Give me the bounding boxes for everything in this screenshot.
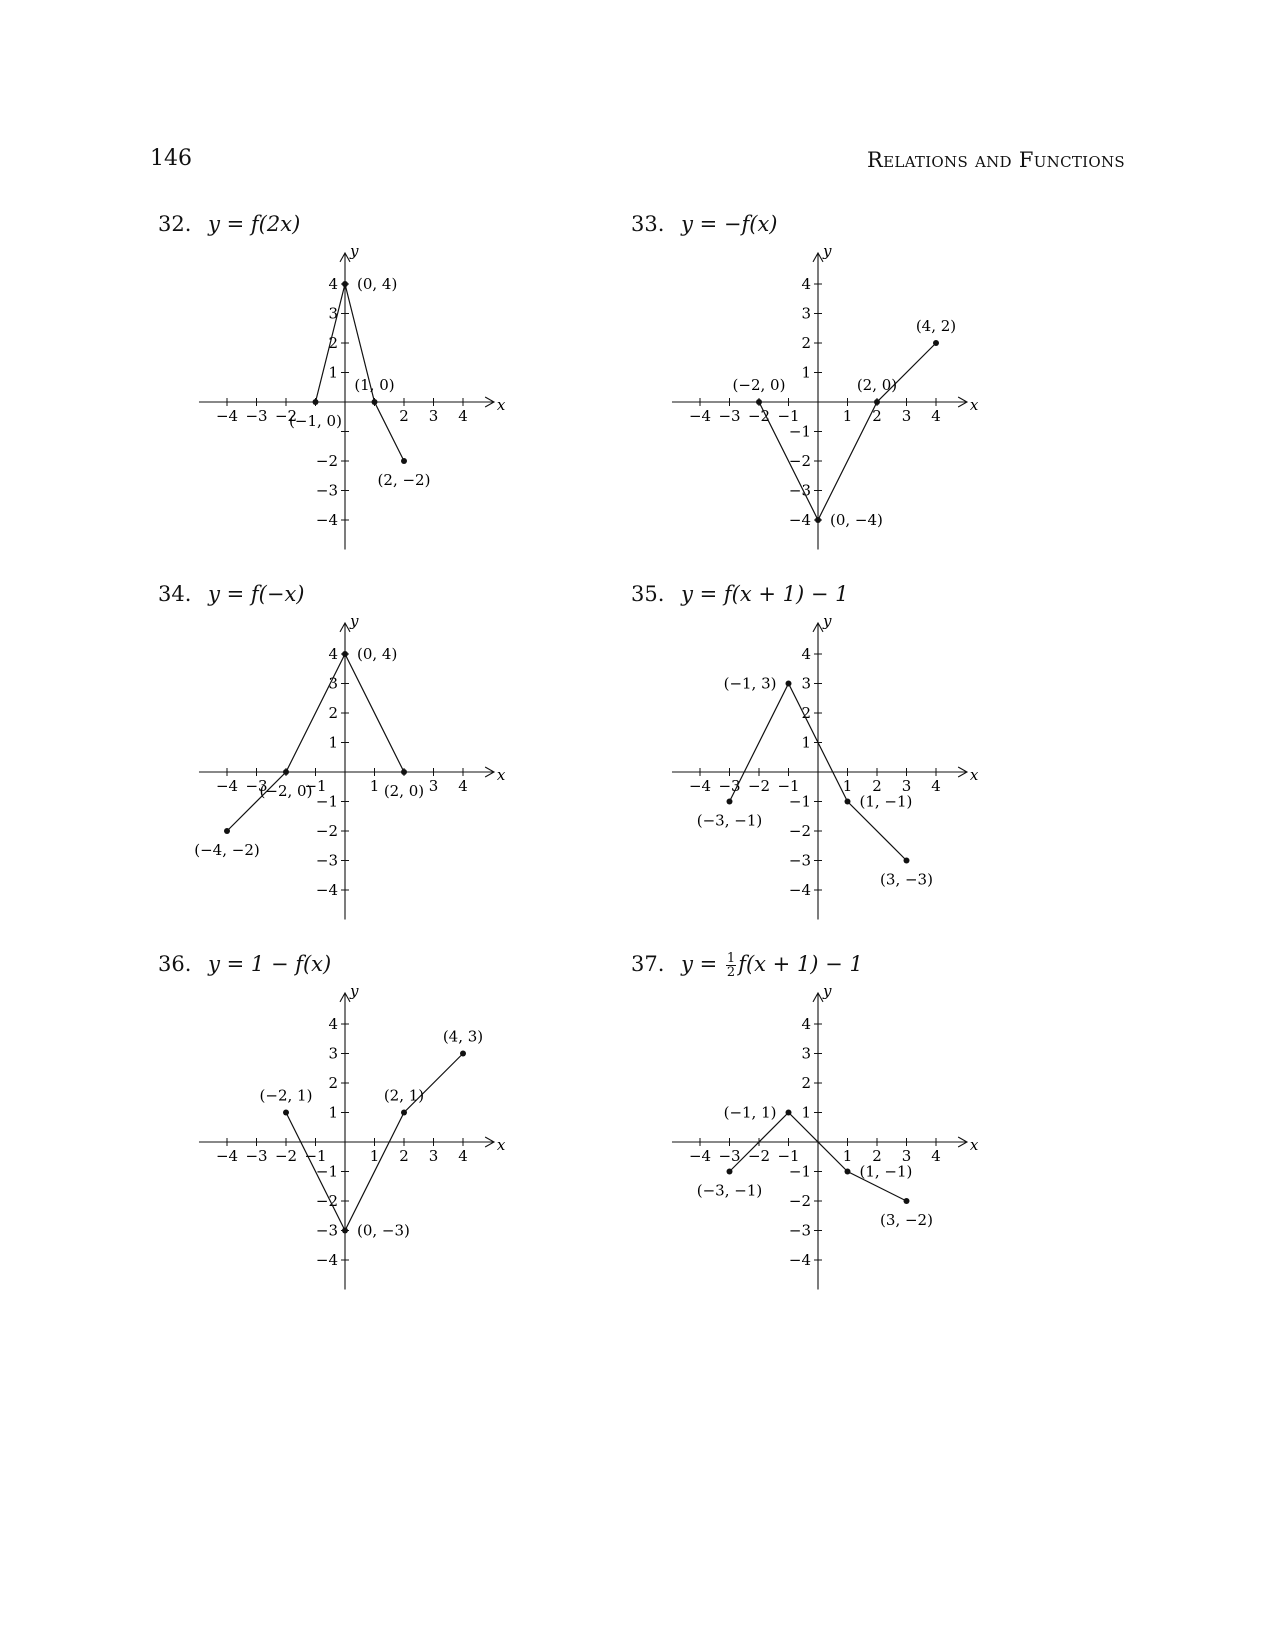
- data-point: [342, 651, 348, 657]
- y-tick-label: −4: [788, 511, 811, 529]
- y-tick-label: −4: [315, 511, 338, 529]
- data-point: [727, 799, 733, 805]
- x-tick-label: 3: [901, 1147, 912, 1165]
- x-tick-label: 3: [901, 777, 912, 795]
- point-label: (2, 1): [383, 1086, 425, 1105]
- point-label: (−3, −1): [696, 1181, 763, 1200]
- y-tick-label: 4: [801, 275, 811, 293]
- x-tick-label: 3: [428, 1147, 439, 1165]
- y-tick-label: −2: [788, 452, 811, 470]
- x-tick-label: 4: [931, 407, 941, 425]
- x-tick-label: −3: [245, 1147, 268, 1165]
- y-axis-label: y: [350, 981, 359, 1000]
- problem-37: [623, 952, 1093, 1332]
- y-axis-label: y: [823, 241, 832, 260]
- graph-35: [623, 602, 1023, 942]
- problem-33: [623, 212, 1093, 592]
- data-point: [904, 858, 910, 864]
- graph-36: [150, 972, 550, 1312]
- point-label: (0, −3): [357, 1221, 410, 1240]
- y-tick-label: 3: [801, 1044, 811, 1063]
- x-tick-label: 1: [842, 407, 853, 425]
- data-point: [372, 399, 378, 405]
- problem-36: [150, 952, 620, 1332]
- y-tick-label: 1: [328, 1103, 338, 1122]
- y-tick-label: −3: [788, 481, 811, 500]
- data-point: [727, 1169, 733, 1175]
- x-tick-label: −1: [777, 777, 800, 795]
- y-tick-label: 2: [328, 334, 338, 352]
- y-tick-label: −3: [788, 1221, 811, 1240]
- problem-equation-suffix: f(x + 1) − 1: [738, 952, 863, 976]
- point-label: (−1, 1): [723, 1103, 777, 1122]
- y-tick-label: 3: [801, 304, 811, 323]
- point-label: (−2, 1): [259, 1086, 313, 1105]
- point-label: (3, −3): [880, 870, 933, 889]
- y-tick-label: −4: [315, 881, 338, 899]
- x-tick-label: 1: [369, 777, 380, 795]
- x-tick-label: 4: [931, 1147, 941, 1165]
- point-label: (1, −1): [859, 1162, 913, 1181]
- y-tick-label: 3: [801, 674, 811, 693]
- page-number: 146: [150, 146, 192, 171]
- x-tick-label: −4: [215, 1147, 239, 1165]
- y-axis-label: y: [350, 241, 359, 260]
- running-head: Relations and Functions: [866, 148, 1125, 172]
- y-tick-label: 2: [328, 1074, 338, 1092]
- x-tick-label: −2: [747, 777, 771, 795]
- data-point: [756, 399, 762, 405]
- x-tick-label: 4: [458, 777, 468, 795]
- x-tick-label: 1: [842, 777, 853, 795]
- problem-32: [150, 212, 620, 592]
- x-tick-label: 2: [872, 1147, 882, 1165]
- x-tick-label: −4: [688, 1147, 712, 1165]
- y-tick-label: 1: [801, 733, 811, 752]
- point-label: (1, −1): [859, 792, 913, 811]
- y-tick-label: −2: [315, 1192, 338, 1210]
- point-label: (0, 4): [357, 275, 398, 293]
- point-label: (4, 2): [915, 317, 957, 335]
- y-tick-label: 1: [328, 363, 338, 382]
- x-axis-label: x: [969, 1136, 979, 1154]
- y-axis-label: y: [823, 981, 832, 1000]
- y-tick-label: 2: [328, 704, 338, 722]
- x-tick-label: 3: [428, 407, 439, 425]
- y-tick-label: −3: [315, 481, 338, 500]
- data-point: [786, 1110, 792, 1116]
- y-tick-label: 1: [801, 1103, 811, 1122]
- y-tick-label: 1: [328, 733, 338, 752]
- x-tick-label: 2: [399, 407, 409, 425]
- point-label: (−2, 0): [259, 782, 313, 800]
- x-tick-label: 1: [842, 1147, 853, 1165]
- point-label: (4, 3): [442, 1027, 484, 1046]
- y-tick-label: 2: [801, 704, 811, 722]
- point-label: (2, −2): [377, 471, 431, 489]
- x-tick-label: −3: [718, 777, 741, 795]
- fraction-denominator: 2: [726, 965, 736, 980]
- problem-number: 37.: [631, 952, 665, 976]
- x-tick-label: 2: [399, 1147, 409, 1165]
- fraction-numerator: 1: [726, 951, 736, 966]
- y-axis-label: y: [823, 611, 832, 630]
- graph-32: [150, 232, 550, 572]
- data-point: [933, 340, 939, 346]
- data-point: [845, 1169, 851, 1175]
- y-tick-label: −2: [315, 822, 338, 840]
- problem-34: [150, 582, 620, 962]
- data-point: [313, 399, 319, 405]
- point-label: (−1, 3): [723, 674, 777, 693]
- x-tick-label: −2: [274, 1147, 298, 1165]
- x-tick-label: 2: [872, 777, 882, 795]
- problem-number: 32.: [158, 212, 192, 236]
- x-tick-label: −2: [747, 1147, 771, 1165]
- x-tick-label: −1: [777, 407, 800, 425]
- graph-line: [759, 343, 936, 520]
- x-tick-label: −3: [245, 407, 268, 425]
- x-axis-label: x: [496, 766, 506, 784]
- x-axis-label: x: [969, 766, 979, 784]
- point-label: (0, −4): [830, 511, 883, 529]
- x-tick-label: 4: [458, 1147, 468, 1165]
- graph-34: [150, 602, 550, 942]
- y-tick-label: 3: [328, 304, 338, 323]
- data-point: [460, 1051, 466, 1057]
- x-tick-label: −1: [304, 777, 327, 795]
- point-label: (1, 0): [354, 376, 395, 394]
- x-tick-label: −4: [215, 407, 239, 425]
- point-label: (2, 0): [383, 782, 425, 800]
- data-point: [845, 799, 851, 805]
- y-tick-label: 2: [801, 334, 811, 352]
- problem-equation: y = f(x + 1) − 1: [681, 582, 849, 606]
- problem-equation: y = 1 − f(x): [208, 952, 332, 976]
- x-tick-label: 2: [872, 407, 882, 425]
- y-tick-label: 3: [328, 674, 338, 693]
- y-tick-label: 4: [328, 645, 338, 663]
- data-point: [224, 828, 230, 834]
- data-point: [401, 769, 407, 775]
- x-tick-label: −4: [688, 777, 712, 795]
- y-axis-label: y: [350, 611, 359, 630]
- x-tick-label: −3: [718, 407, 741, 425]
- x-tick-label: −4: [688, 407, 712, 425]
- data-point: [401, 1110, 407, 1116]
- problem-number: 33.: [631, 212, 665, 236]
- y-tick-label: −4: [315, 1251, 338, 1269]
- data-point: [283, 769, 289, 775]
- x-tick-label: −3: [718, 1147, 741, 1165]
- problem-equation: y = −f(x): [681, 212, 778, 236]
- data-point: [342, 1228, 348, 1234]
- y-tick-label: −1: [315, 1162, 338, 1181]
- problem-equation-prefix: y =: [681, 952, 724, 976]
- y-tick-label: −3: [788, 851, 811, 870]
- point-label: (3, −2): [880, 1211, 933, 1229]
- x-tick-label: −1: [304, 1147, 327, 1165]
- point-label: (−4, −2): [194, 841, 260, 859]
- y-tick-label: −1: [788, 792, 811, 811]
- y-tick-label: 4: [328, 1015, 338, 1033]
- problem-equation: y = f(2x): [208, 212, 301, 236]
- x-axis-label: x: [969, 396, 979, 414]
- problem-number: 36.: [158, 952, 192, 976]
- graph-33: [623, 232, 1023, 572]
- x-tick-label: −2: [274, 407, 298, 425]
- data-point: [815, 517, 821, 523]
- x-tick-label: −3: [245, 777, 268, 795]
- graph-37: [623, 972, 1023, 1312]
- x-tick-label: 1: [369, 1147, 380, 1165]
- problem-number: 34.: [158, 582, 192, 606]
- data-point: [342, 281, 348, 287]
- y-tick-label: −1: [788, 1162, 811, 1181]
- x-tick-label: 4: [931, 777, 941, 795]
- point-label: (−3, −1): [696, 811, 763, 830]
- x-tick-label: 3: [901, 407, 912, 425]
- y-tick-label: 1: [801, 363, 811, 382]
- x-axis-label: x: [496, 1136, 506, 1154]
- problem-equation: y = f(−x): [208, 582, 305, 606]
- problem-35: [623, 582, 1093, 962]
- y-tick-label: 4: [328, 275, 338, 293]
- x-tick-label: −4: [215, 777, 239, 795]
- y-tick-label: 3: [328, 1044, 338, 1063]
- x-tick-label: 4: [458, 407, 468, 425]
- data-point: [786, 681, 792, 687]
- point-label: (−2, 0): [732, 376, 786, 394]
- y-tick-label: 4: [801, 645, 811, 663]
- data-point: [874, 399, 880, 405]
- y-tick-label: −1: [315, 792, 338, 811]
- data-point: [283, 1110, 289, 1116]
- point-label: (0, 4): [357, 645, 398, 663]
- y-tick-label: −1: [788, 422, 811, 441]
- y-tick-label: −3: [315, 851, 338, 870]
- x-tick-label: −2: [747, 407, 771, 425]
- data-point: [904, 1198, 910, 1204]
- y-tick-label: −2: [315, 452, 338, 470]
- y-tick-label: 2: [801, 1074, 811, 1092]
- x-tick-label: −1: [777, 1147, 800, 1165]
- y-tick-label: −4: [788, 881, 811, 899]
- y-tick-label: −4: [788, 1251, 811, 1269]
- y-tick-label: −3: [315, 1221, 338, 1240]
- x-axis-label: x: [496, 396, 506, 414]
- y-tick-label: 4: [801, 1015, 811, 1033]
- point-label: (−1, 0): [289, 412, 342, 430]
- y-tick-label: −2: [788, 822, 811, 840]
- y-tick-label: −2: [788, 1192, 811, 1210]
- data-point: [401, 458, 407, 464]
- x-tick-label: 3: [428, 777, 439, 795]
- problem-number: 35.: [631, 582, 665, 606]
- point-label: (2, 0): [856, 376, 898, 394]
